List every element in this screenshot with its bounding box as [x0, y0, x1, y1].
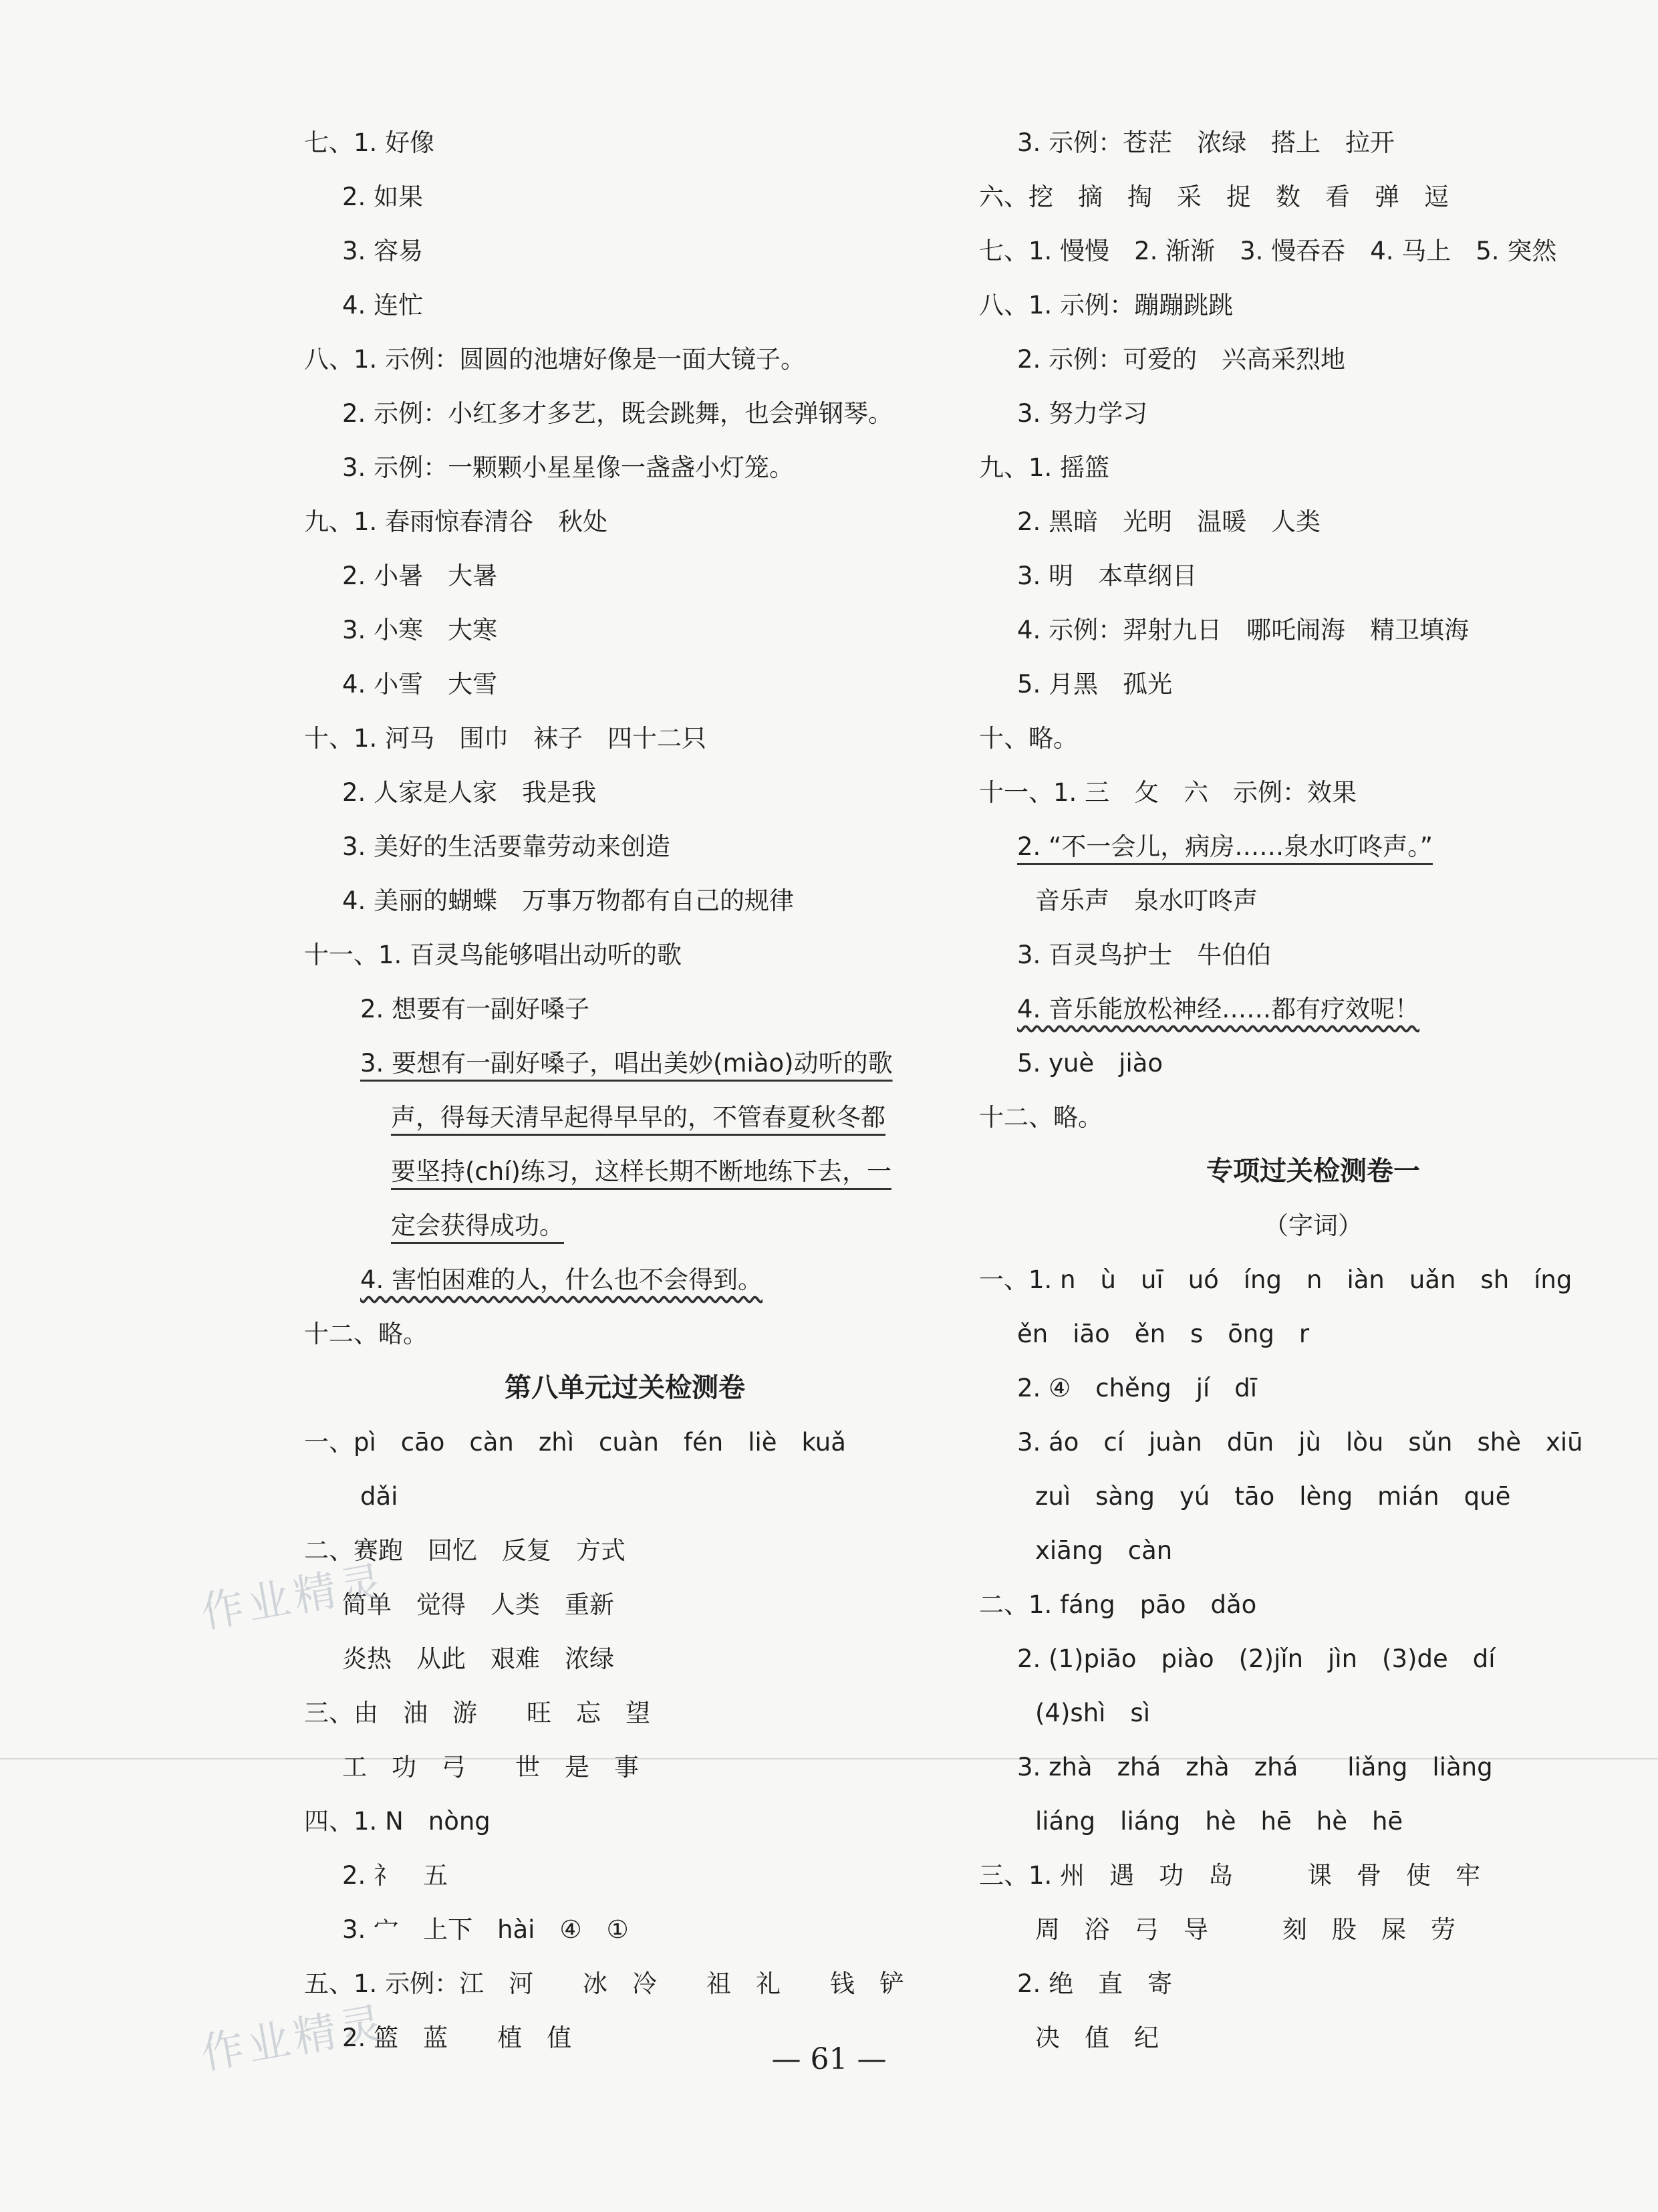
answer-text: 三、由 油 游 旺 忘 望: [304, 1699, 650, 1727]
answer-line: [304, 170, 946, 224]
answer-text: 5. 月黑 孤光: [1017, 670, 1173, 699]
answer-line: [979, 332, 1647, 386]
answer-text: 2. 如果: [342, 182, 424, 211]
answer-text: 2. 示例：小红多才多艺，既会跳舞，也会弹钢琴。: [342, 399, 893, 428]
answer-line: [304, 711, 946, 765]
answer-text: 十、1. 河马 围巾 袜子 四十二只: [304, 724, 707, 753]
answer-text: 2. “不一会儿，病房……泉水叮咚声。”: [1017, 832, 1433, 861]
answer-line: [979, 549, 1647, 603]
answer-text: 4. 美丽的蝴蝶 万事万物都有自己的规律: [342, 886, 795, 915]
answer-line: [304, 1632, 946, 1686]
answer-line: [304, 1253, 946, 1307]
answer-line: [979, 1415, 1647, 1469]
answer-text: 5. yuè jiào: [1017, 1049, 1163, 1078]
answer-line: [304, 1199, 946, 1253]
answer-text: 声，得每天清早起得早早的，不管春夏秋冬都: [391, 1103, 885, 1132]
answer-line: [979, 278, 1647, 332]
left-answers-part1: [304, 116, 946, 1361]
answer-line: [304, 278, 946, 332]
left-answers-part2: [304, 1415, 946, 2065]
answer-line: [304, 1740, 946, 1794]
answer-text: dǎi: [360, 1482, 398, 1511]
answer-line: [979, 1469, 1647, 1523]
answer-line: [979, 495, 1647, 549]
answer-text: 3. 示例：苍茫 浓绿 搭上 拉开: [1017, 128, 1395, 157]
answer-text: 2. 篮 蓝 植 值: [342, 2023, 572, 2052]
watermark-stamp: 作业精灵: [197, 1557, 391, 1638]
answer-text: 3. 小寒 大寒: [342, 616, 498, 644]
answer-text: 3. 明 本草纲目: [1017, 562, 1198, 590]
answer-text: 2. 小暑 大暑: [342, 562, 498, 590]
answer-text: 九、1. 春雨惊春清谷 秋处: [304, 507, 608, 536]
answer-text: 3. 要想有一副好嗓子，唱出美妙(miào)动听的歌: [360, 1049, 893, 1078]
answer-line: [304, 982, 946, 1036]
answer-line: [304, 1848, 946, 1902]
answer-text: 3. 努力学习: [1017, 399, 1148, 428]
answer-text: xiāng càn: [1035, 1536, 1173, 1565]
answer-text: 2. 礻 五: [342, 1861, 448, 1890]
answer-text: 2. ④ chěng jí dī: [1017, 1374, 1258, 1402]
answer-text: 四、1. N nòng: [304, 1807, 491, 1836]
answer-text: 2. 想要有一副好嗓子: [360, 995, 590, 1023]
answer-text: 七、1. 慢慢 2. 渐渐 3. 慢吞吞 4. 马上 5. 突然: [979, 237, 1557, 265]
answer-line: [979, 928, 1647, 982]
answer-line: [304, 765, 946, 820]
answer-text: 二、赛跑 回忆 反复 方式: [304, 1536, 626, 1565]
answer-line: [979, 874, 1647, 928]
answer-text: 要坚持(chí)练习，这样长期不断地练下去，一: [391, 1157, 891, 1186]
answer-text: 2. 示例：可爱的 兴高采烈地: [1017, 345, 1346, 374]
answer-line: [304, 603, 946, 657]
answer-line: [979, 820, 1647, 874]
answer-line: [304, 1415, 946, 1469]
answer-line: [979, 1632, 1647, 1686]
answer-line: [979, 1361, 1647, 1415]
answer-text: 2. (1)piāo piào (2)jǐn jìn (3)de dí: [1017, 1644, 1496, 1673]
answer-text: 十、略。: [979, 724, 1078, 753]
answer-text: 4. 小雪 大雪: [342, 670, 498, 699]
answer-text: 2. 绝 直 寄: [1017, 1969, 1173, 1998]
answer-text: 4. 连忙: [342, 291, 424, 320]
answer-text: 九、1. 摇篮: [979, 453, 1110, 482]
answer-line: [979, 1307, 1647, 1361]
answer-line: [304, 495, 946, 549]
answer-text: zuì sàng yú tāo lèng mián quē: [1035, 1482, 1511, 1511]
answer-line: [979, 1090, 1647, 1144]
answer-text: 定会获得成功。: [391, 1211, 564, 1240]
answer-line: [979, 1848, 1647, 1902]
answer-text: 二、1. fáng pāo dǎo: [979, 1590, 1257, 1619]
answer-text: 音乐声 泉水叮咚声: [1035, 886, 1258, 915]
answer-line: [304, 224, 946, 278]
answer-line: [304, 386, 946, 441]
answer-text: 十二、略。: [979, 1103, 1103, 1132]
answer-line: [979, 711, 1647, 765]
answer-line: [304, 657, 946, 711]
answer-line: [979, 170, 1647, 224]
section-heading-unit8: 第八单元过关检测卷: [505, 1372, 745, 1403]
answer-line: [979, 1902, 1647, 1957]
answer-line: [304, 874, 946, 928]
section-subheading: （字词）: [1264, 1211, 1363, 1240]
answer-text: 4. 音乐能放松神经……都有疗效呢！: [1017, 995, 1420, 1023]
answer-text: 八、1. 示例：圆圆的池塘好像是一面大镜子。: [304, 345, 806, 374]
answer-text: ěn iāo ěn s ōng r: [1017, 1320, 1310, 1348]
answer-text: 决 值 纪: [1035, 2023, 1159, 2052]
answer-text: 3. 示例：一颗颗小星星像一盏盏小灯笼。: [342, 453, 795, 482]
answer-line: [979, 982, 1647, 1036]
right-answers-part1: [979, 116, 1647, 1144]
answer-text: 3. 容易: [342, 237, 424, 265]
answer-line: [304, 1523, 946, 1578]
answer-text: liáng liáng hè hē hè hē: [1035, 1807, 1403, 1836]
watermark-stamp: 作业精灵: [197, 1998, 391, 2080]
answer-line: [979, 1523, 1647, 1578]
answer-line: [304, 116, 946, 170]
answer-text: 3. áo cí juàn dūn jù lòu sǔn shè xiū: [1017, 1428, 1583, 1457]
answer-line: [304, 1902, 946, 1957]
answer-line: [979, 603, 1647, 657]
answer-line: [304, 1686, 946, 1740]
answer-line: [979, 1740, 1647, 1794]
left-column: [304, 116, 946, 2065]
section-heading-special1: 专项过关检测卷一: [1206, 1156, 1420, 1187]
answer-line: [979, 1036, 1647, 1090]
answer-text: 4. 害怕困难的人，什么也不会得到。: [360, 1265, 763, 1294]
answer-line: [979, 1253, 1647, 1307]
answer-line: [304, 1144, 946, 1199]
answer-line: [979, 1957, 1647, 2011]
answer-text: 2. 人家是人家 我是我: [342, 778, 597, 807]
answer-line: [304, 1794, 946, 1848]
answer-line: [979, 1794, 1647, 1848]
answer-line: [304, 1957, 946, 2011]
answer-line: [304, 332, 946, 386]
answer-line: [304, 549, 946, 603]
answer-line: [304, 441, 946, 495]
answer-text: (4)shì sì: [1035, 1699, 1150, 1727]
answer-text: 炎热 从此 艰难 浓绿: [342, 1644, 614, 1673]
answer-text: 3. 百灵鸟护士 牛伯伯: [1017, 941, 1272, 969]
answer-text: 简单 觉得 人类 重新: [342, 1590, 614, 1619]
answer-line: [304, 1578, 946, 1632]
answer-line: [979, 224, 1647, 278]
answer-text: 八、1. 示例：蹦蹦跳跳: [979, 291, 1234, 320]
answer-text: 3. 美好的生活要靠劳动来创造: [342, 832, 671, 861]
answer-text: 2. 黑暗 光明 温暖 人类: [1017, 507, 1321, 536]
answer-text: 七、1. 好像: [304, 128, 435, 157]
answer-text: 三、1. 州 遇 功 岛 课 骨 使 牢: [979, 1861, 1481, 1890]
answer-text: 五、1. 示例：江 河 冰 冷 祖 礼 钱 铲: [304, 1969, 905, 1998]
answer-line: [979, 386, 1647, 441]
answer-line: [304, 1090, 946, 1144]
answer-text: 工 功 弓 世 是 事: [342, 1753, 639, 1781]
right-answers-part2: [979, 1253, 1647, 2065]
answer-line: [304, 820, 946, 874]
answer-text: 一、pì cāo càn zhì cuàn fén liè kuǎ: [304, 1428, 846, 1457]
answer-text: 六、挖 摘 掏 采 捉 数 看 弹 逗: [979, 182, 1449, 211]
answer-text: 十二、略。: [304, 1320, 428, 1348]
page-number: — 61 —: [771, 2042, 887, 2076]
answer-line: [979, 441, 1647, 495]
answer-line: [979, 657, 1647, 711]
right-column: [979, 116, 1647, 2065]
answer-line: [979, 765, 1647, 820]
answer-text: 一、1. n ù uī uó íng n iàn uǎn sh íng: [979, 1265, 1572, 1294]
answer-text: 十一、1. 三 攵 六 示例：效果: [979, 778, 1357, 807]
answer-line: [304, 1036, 946, 1090]
answer-line: [979, 1578, 1647, 1632]
answer-line: [304, 1469, 946, 1523]
answer-line: [979, 1686, 1647, 1740]
answer-text: 3. 宀 上下 hài ④ ①: [342, 1915, 629, 1944]
answer-line: [979, 116, 1647, 170]
answer-line: [304, 928, 946, 982]
answer-text: 十一、1. 百灵鸟能够唱出动听的歌: [304, 941, 682, 969]
answer-text: 4. 示例：羿射九日 哪吒闹海 精卫填海: [1017, 616, 1470, 644]
answer-text: 周 浴 弓 导 刻 股 屎 劳: [1035, 1915, 1456, 1944]
answer-text: 3. zhà zhá zhà zhá liǎng liàng: [1017, 1753, 1493, 1781]
answer-line: [304, 1307, 946, 1361]
